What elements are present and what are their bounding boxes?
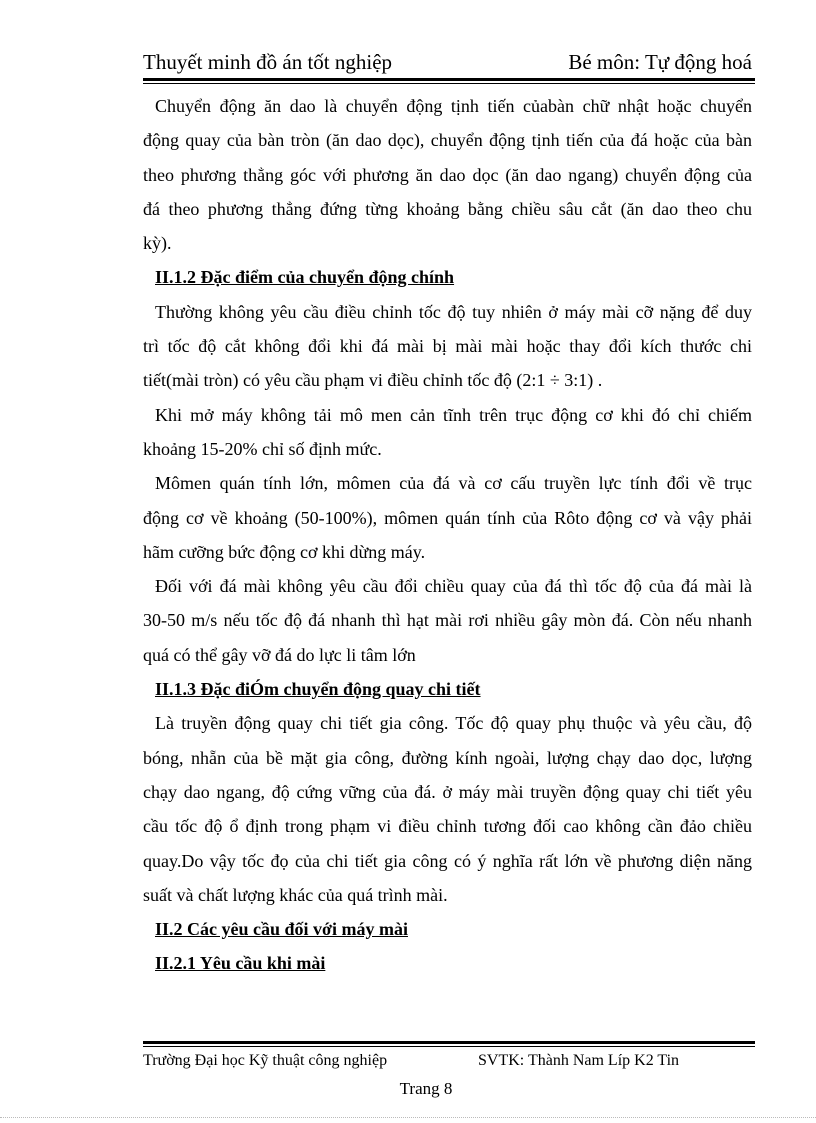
paragraph-line: 30-50 m/s nếu tốc độ đá nhanh thì hạt mài rơi nhiều gây mòn đá. Còn nếu nhanh [143,610,752,631]
paragraph-line: kỳ). [143,233,172,254]
paragraph-line: khoảng 15-20% chỉ số định mức. [143,438,382,459]
header-rule-thin [143,83,755,84]
section-heading: II.1.3 Đặc điÓm chuyển động quay chi tiết [155,679,481,700]
paragraph-line: Đối với đá mài không yêu cầu đổi chiều quay của đá thì tốc độ của đá mài là [155,576,752,597]
section-heading: II.1.2 Đặc điểm của chuyển động chính [155,267,455,288]
footer-rule [143,1041,755,1044]
paragraph-line: suất và chất lượng khác của quá trình mài. [143,884,448,905]
paragraph-line: chạy dao ngang, độ cứng vững của đá. ở máy mài truyền động quay chi tiết yêu [143,781,752,802]
footer-rule-thin [143,1046,755,1047]
paragraph-line: trì tốc độ cắt không đổi khi đá mài bị mài mài hoặc thay đổi kích thước chi [143,336,752,357]
document-body [143,89,752,981]
paragraph-line: quay.Do vậy tốc đọ của chi tiết gia công có ý nghĩa rất lớn về phương diện năng [143,850,752,871]
paragraph-line: theo phương thẳng góc với phương ăn dao dọc (ăn dao ngang) chuyển động của [143,164,752,185]
section-heading: II.2.1 Yêu cầu khi mài [155,953,326,974]
paragraph-line: Thường không yêu cầu điều chỉnh tốc độ tuy nhiên ở máy mài cỡ nặng để duy [155,301,752,322]
section-heading: II.2 Các yêu cầu đối với máy mài [155,919,408,940]
paragraph-line: cầu tốc độ ổ định trong phạm vi điều chỉnh tương đối cao không cần đảo chiều [143,816,752,837]
paragraph-line: Mômen quán tính lớn, mômen của đá và cơ cấu truyền lực tính đổi về trục [155,473,752,494]
paragraph-line: tiết(mài tròn) có yêu cầu phạm vi điều chỉnh tốc độ (2:1 ÷ 3:1) . [143,370,603,391]
paragraph-line: Là truyền động quay chi tiết gia công. Tốc độ quay phụ thuộc và yêu cầu, độ [155,713,752,734]
paragraph-line: bóng, nhẵn của bề mặt gia công, đường kính ngoài, lượng chạy dao dọc, lượng [143,747,752,768]
paragraph-line: quá có thể gây vỡ đá do lực li tâm lớn [143,644,416,665]
header-title: Thuyết minh đồ án tốt nghiệp [143,50,393,74]
page-edge [0,1117,816,1118]
footer-school: Trường Đại học Kỹ thuật công nghiệp [143,1052,388,1069]
header-rule [143,78,755,81]
paragraph-line: Chuyển động ăn dao là chuyển động tịnh tiến củabàn chữ nhật hoặc chuyển [155,96,752,116]
paragraph-line: đá theo phương thẳng đứng từng khoảng bằng chiều sâu cắt (ăn dao theo chu [143,198,752,219]
paragraph-line: động cơ về khoảng (50-100%), mômen quán tính của Rôto động cơ và vậy phải [143,507,752,528]
header-department: Bé môn: Tự động hoá [568,50,752,74]
footer-student: SVTK: Thành Nam Líp K2 Tin [478,1052,680,1069]
paragraph-line: Khi mở máy không tải mô men cản tĩnh trên trục động cơ khi đó chỉ chiếm [155,404,752,425]
page-header [143,50,752,75]
paragraph-line: hãm cưỡng bức động cơ khi dừng máy. [143,541,426,562]
paragraph-line: động quay của bàn tròn (ăn dao dọc), chuyển động tịnh tiến của đá hoặc của bàn [143,130,752,151]
page-number: Trang 8 [399,1079,453,1098]
